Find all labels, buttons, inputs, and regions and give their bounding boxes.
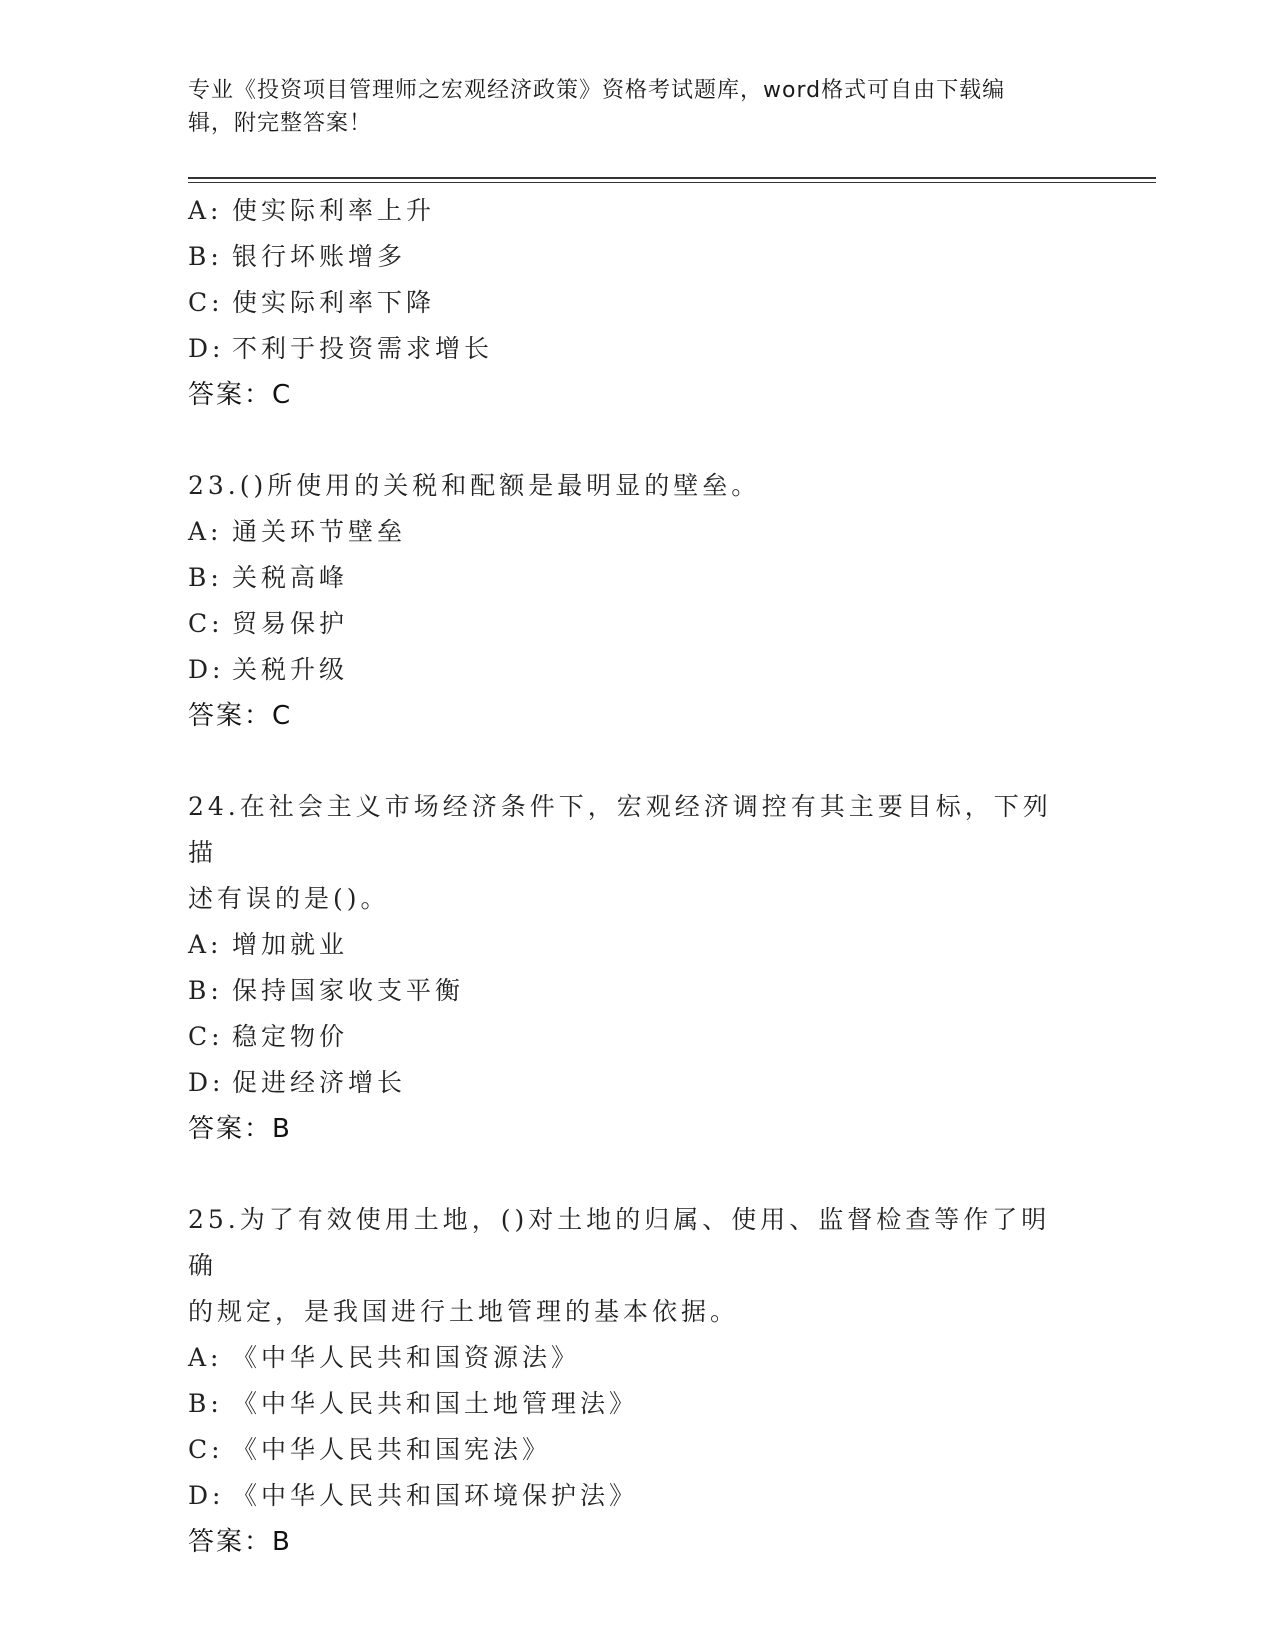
question-text-line-1: 25.为了有效使用土地，()对土地的归属、使用、监督检查等作了明确 [188, 1205, 1051, 1280]
option-d: D: 关税升级 [188, 655, 349, 684]
spacer [188, 1152, 1088, 1197]
option-b: B: 银行坏账增多 [188, 242, 407, 271]
question-text-line-2: 述有误的是()。 [188, 884, 390, 913]
document-header [188, 74, 1068, 140]
question-list [188, 188, 1088, 1565]
header-line-2: 辑，附完整答案！ [188, 111, 373, 136]
option-d: D: 促进经济增长 [188, 1068, 407, 1097]
question-text [188, 784, 1078, 922]
option-c: C: 使实际利率下降 [188, 288, 436, 317]
option-b: B: 关税高峰 [188, 563, 349, 592]
answer-label: 答案：B [188, 1527, 292, 1557]
answer-label: 答案：C [188, 701, 293, 731]
option-a: A: 《中华人民共和国资源法》 [188, 1343, 581, 1372]
option-b: B: 《中华人民共和国土地管理法》 [188, 1389, 639, 1418]
option-d: D: 《中华人民共和国环境保护法》 [188, 1481, 639, 1510]
spacer [188, 418, 1088, 463]
option-a: A: 通关环节壁垒 [188, 517, 407, 546]
answer-label: 答案：C [188, 380, 293, 410]
option-a: A: 增加就业 [188, 930, 349, 959]
question-block-24 [188, 784, 1088, 1152]
answer-label: 答案：B [188, 1114, 292, 1144]
option-c: C: 贸易保护 [188, 609, 349, 638]
question-block-25 [188, 1197, 1088, 1565]
option-c: C: 《中华人民共和国宪法》 [188, 1435, 552, 1464]
option-a: A: 使实际利率上升 [188, 196, 436, 225]
question-text-line-2: 的规定，是我国进行土地管理的基本依据。 [188, 1297, 740, 1326]
spacer [188, 739, 1088, 784]
header-divider-thick [188, 177, 1156, 179]
header-line-1: 专业《投资项目管理师之宏观经济政策》资格考试题库，word格式可自由下载编 [188, 78, 1006, 103]
option-b: B: 保持国家收支平衡 [188, 976, 465, 1005]
option-c: C: 稳定物价 [188, 1022, 349, 1051]
question-text: 23.()所使用的关税和配额是最明显的壁垒。 [188, 471, 761, 500]
header-divider-thin [188, 182, 1156, 183]
question-text-line-1: 24.在社会主义市场经济条件下，宏观经济调控有其主要目标，下列描 [188, 792, 1052, 867]
question-block-23 [188, 463, 1088, 739]
question-block-22 [188, 188, 1088, 418]
option-d: D: 不利于投资需求增长 [188, 334, 494, 363]
question-text [188, 1197, 1078, 1335]
